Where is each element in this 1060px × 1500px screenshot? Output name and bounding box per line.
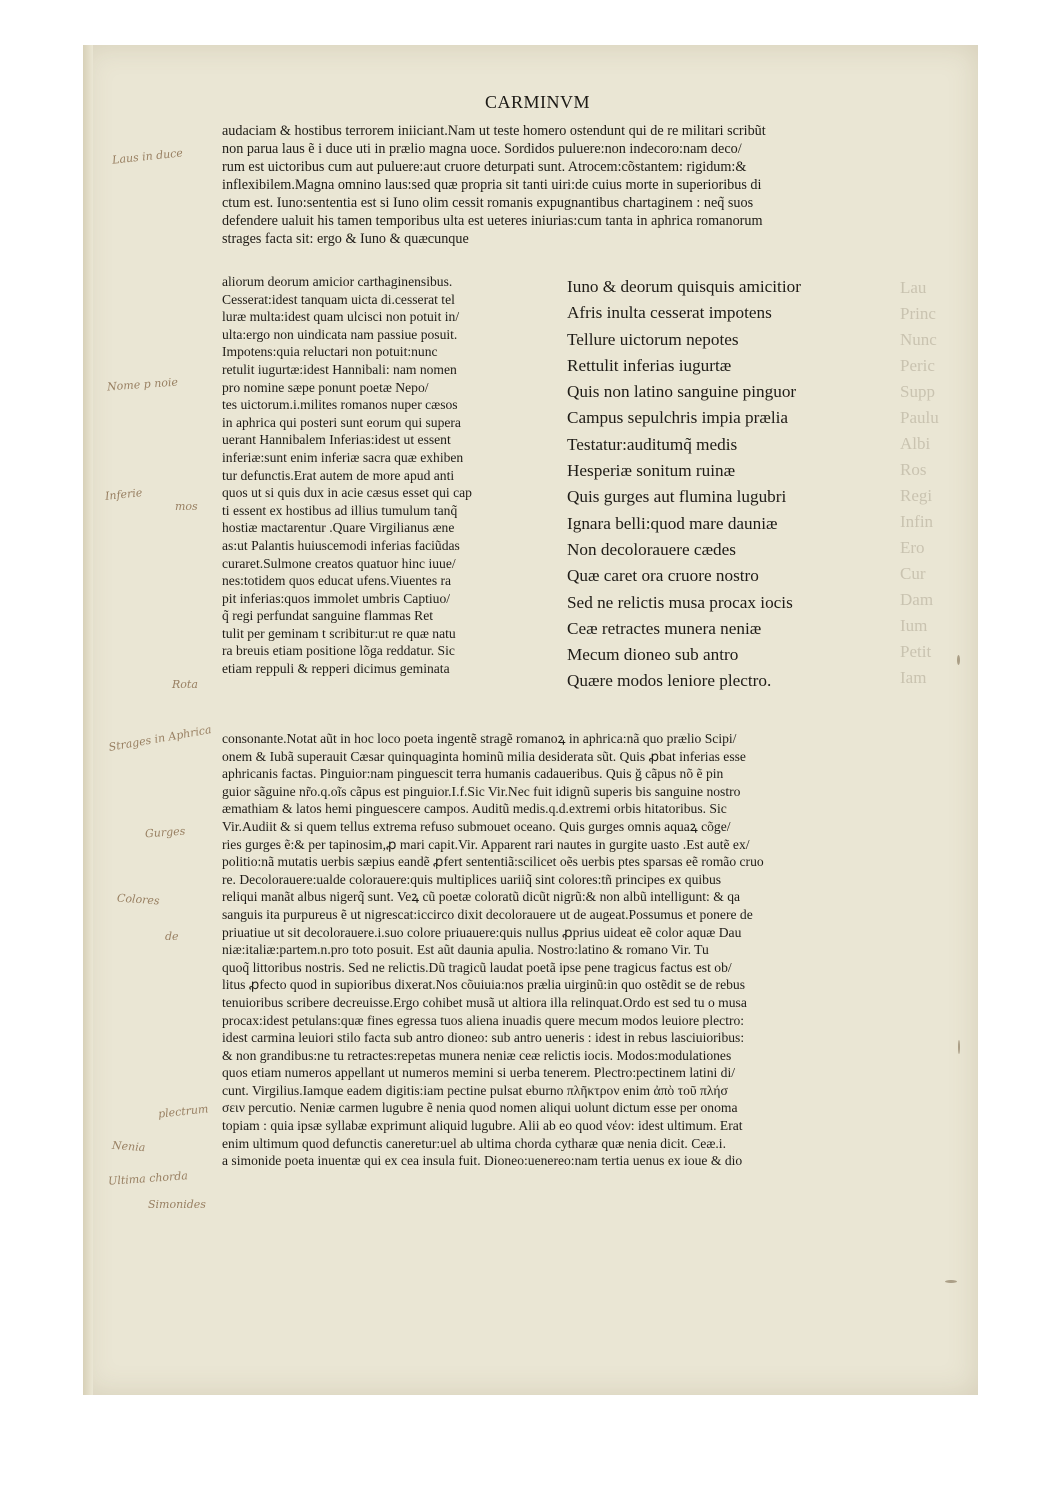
commentary-line: pro nomine sæpe ponunt poetæ Nepo/ <box>222 379 429 395</box>
commentary-line: litus ꝓfecto quod in supioribus dixerat.Nos cõuiuia:nos prælia uirginũ:in quo ostẽdit se de rebus <box>222 977 746 993</box>
marginal-note: Colores <box>116 891 160 908</box>
commentary-line: a simonide poeta inuentæ qui ex cea insula fuit. Dioneo:uenereo:nam tertia uenus ex ioue & dio <box>222 1153 743 1169</box>
binding-edge <box>83 45 93 1395</box>
bleed-through-word: Ero <box>900 538 925 557</box>
commentary-line: ulta:ergo non uindicata nam passiue posuit. <box>222 326 458 342</box>
commentary-line: quoq̃ littoribus nostris. Sed ne relictis.Dũ tragicũ laudat poetã ipse pene tragicus factus est ob/ <box>222 959 732 975</box>
poem-verse: Testatur:auditumq̃ medis <box>567 434 738 454</box>
commentary-line: defendere ualuit his tamen temporibus ulta est ueteres iniurias:cum tanta in aphrica romanorum <box>222 213 763 229</box>
commentary-line: ti essent ex hostibus ad illius tumulum tanq̃ <box>222 502 458 518</box>
commentary-line: procax:idest petulans:quæ fines egressa tuos aliena inuadis quere mecum modos leuiore plectro: <box>222 1012 745 1028</box>
bleed-through-word: Cur <box>900 564 926 583</box>
commentary-line: as:ut Palantis huiuscemodi inferias faciũdas <box>222 537 460 553</box>
marginal-note: Rota <box>172 678 198 691</box>
poem-verse: Campus sepulchris impia prælia <box>567 408 789 428</box>
commentary-line: enim ultimum quod defunctis caneretur:uel ab ultima chorda cytharæ quæ nenia dicit. Ceæ.i. <box>222 1135 726 1151</box>
commentary-line: Cesserat:idest tanquam uicta di.cesserat tel <box>222 291 455 307</box>
poem-verse: Non decolorauere cædes <box>567 539 736 559</box>
commentary-line: cunt. Virgilius.Iamque eadem digitis:iam pectine pulsat eburno πλῆκτρον enim ἀπὸ τοῦ πλήσ <box>222 1082 728 1098</box>
poem-verse: Mecum dioneo sub antro <box>567 645 739 665</box>
bleed-through-word: Regi <box>900 486 933 505</box>
commentary-bottom <box>222 730 947 1170</box>
poem-verse: Iuno & deorum quisquis amicitior <box>567 277 801 296</box>
marginal-note: Laus in duce <box>111 146 184 167</box>
poem-verse: Ignara belli:quod mare dauniæ <box>567 513 778 533</box>
bleed-through-text <box>900 275 978 745</box>
marginal-note: plectrum <box>157 1102 209 1121</box>
bleed-through-word: Petit <box>900 642 932 661</box>
poem-verse: Tellure uictorum nepotes <box>567 329 739 349</box>
commentary-line: q̃ regi perfundat sanguine flammas Ret <box>222 608 434 624</box>
commentary-line: politio:nã mutatis uerbis sæpius eandẽ ꝓfert sententiã:scilicet oẽs uerbis ptes sparsas eẽ romão cruo <box>222 854 764 870</box>
commentary-line: re. Decolorauere:ualde colorauere:quis multiplices uariiq̃ sint colores:tñ principes ex quibus <box>222 871 722 887</box>
poem-verse: Quæ caret ora cruore nostro <box>567 566 759 586</box>
running-head-title: CARMINVM <box>485 92 591 112</box>
poem-verse: Ceæ retractes munera neniæ <box>567 618 762 638</box>
commentary-line: aliorum deorum amicior carthaginensibus. <box>222 274 453 289</box>
commentary-line: etiam reppuli & repperi dicimus geminata <box>222 661 450 677</box>
commentary-line: niæ:italiæ:partem.n.pro toto posuit. Est aũt daunia apulia. Nostro:latino & romano Vir. Tu <box>222 942 709 958</box>
commentary-top <box>222 122 942 248</box>
commentary-line: luræ multa:idest quam ulcisci non potuit in/ <box>222 309 460 325</box>
commentary-line: Impotens:quia reluctari non potuit:nunc <box>222 344 438 360</box>
commentary-line: curaret.Sulmone creatos quatuor hinc iuue/ <box>222 555 456 571</box>
bleed-through-word: Peric <box>900 356 935 375</box>
commentary-line: priuatiue ut sit decolorauere.i.suo colore priuauere:quis nullus ꝓprius uideat eẽ color aquæ Dau <box>222 924 742 940</box>
commentary-line: strages facta sit: ergo & Iuno & quæcunque <box>222 231 469 247</box>
bleed-through-word: Paulu <box>900 408 939 427</box>
commentary-line: ra breuis etiam positione lõga reddatur. Sic <box>222 643 455 659</box>
commentary-line: guior sãguine nr̃o.q.oĩs cãpus est pinguior.I.f.Sic Vir.Nec fuit idignũ superis bis sanguine nostro <box>222 783 741 799</box>
commentary-line: rum est uictoribus cum aut puluere:aut cruore deturpati sunt. Atrocem:cõstantem: rigidum:& <box>222 159 747 175</box>
commentary-line: inflexibilem.Magna omnino laus:sed quæ propria sit tanti uiri:de cuius morte in superioribus di <box>222 177 762 193</box>
commentary-line: uerant Hannibalem Inferias:idest ut essent <box>222 432 451 448</box>
commentary-line: & non grandibus:ne tu retractes:repetas munera neniæ ceæ relictis iocis. Modos:modulationes <box>222 1047 732 1063</box>
bleed-through-word: Nunc <box>900 330 937 349</box>
commentary-line: reliqui manãt albus nigerq̃ sunt. Veꝝ cũ poetæ coloratũ dicũt nigrũ:& non albũ intelligunt: & qa <box>222 889 741 905</box>
commentary-line: in aphrica qui posteri sunt eorum qui supera <box>222 414 461 430</box>
commentary-line: hostiæ mactarentur .Quare Virgilianus æne <box>222 520 455 536</box>
marginal-note: Simonides <box>148 1198 206 1211</box>
marginal-note: Nenia <box>111 1138 146 1155</box>
commentary-line: quos ut si quis dux in acie cæsus esset qui cap <box>222 485 472 501</box>
poem-verse: Quære modos leniore plectro. <box>567 671 772 691</box>
poem-verses <box>567 274 897 695</box>
commentary-left-column <box>222 273 552 678</box>
marginal-note: de <box>165 930 179 943</box>
marginal-note: Gurges <box>144 824 186 841</box>
ink-spot <box>958 1040 960 1054</box>
bleed-through-word: Ium <box>900 616 928 635</box>
marginal-note: Strages in Aphrica <box>107 723 213 754</box>
commentary-line: inferiæ:sunt enim inferiæ sacra quæ exhiben <box>222 449 464 465</box>
bleed-through-word: Ros <box>900 460 927 479</box>
bleed-through-word: Infin <box>900 512 934 531</box>
bleed-through-word: Princ <box>900 304 936 323</box>
commentary-line: Vir.Audiit & si quem tellus extrema refuso submouet oceano. Quis gurges omnis aquaꝝ cõge/ <box>222 818 731 834</box>
bleed-through-word: Dam <box>900 590 934 609</box>
commentary-line: tes uictorum.i.milites romanos nuper cæsos <box>222 397 458 413</box>
bleed-through-word: Iam <box>900 668 927 687</box>
commentary-line: quos etiam numeros appellant ut numeros memini si uerba tenerem. Plectro:pectinem latini di/ <box>222 1065 736 1081</box>
commentary-line: retulit iugurtæ:idest Hannibali: nam nomen <box>222 361 457 377</box>
ink-spot <box>957 655 960 665</box>
poem-verse: Sed ne relictis musa procax iocis <box>567 592 793 612</box>
ink-spot <box>945 1280 957 1283</box>
commentary-line: nes:totidem quos educat ufens.Viuentes ra <box>222 573 452 589</box>
commentary-line: æmathiam & latos hemi pinguescere campos. Auditũ medis.q.d.extremi orbis hitatoribus. Sic <box>222 801 727 817</box>
bleed-through-word: Lau <box>900 278 927 297</box>
commentary-line: tur defunctis.Erat autem de more apud anti <box>222 467 455 483</box>
marginal-note: Ultima chorda <box>107 1169 189 1188</box>
commentary-line: aphricanis factas. Pinguior:nam pinguescit terra humanis cadaueribus. Quis ğ cãpus nõ ẽ pin <box>222 766 724 782</box>
commentary-line: pit inferias:quos immolet umbris Captiuo/ <box>222 590 451 606</box>
poem-verse: Rettulit inferias iugurtæ <box>567 355 732 375</box>
poem-verse: Afris inulta cesserat impotens <box>567 303 772 323</box>
commentary-line: topiam : quia ipsæ syllabæ exprimunt aliquid lugubre. Alii ab eo quod νέον: idest ultimum. Erat <box>222 1118 743 1134</box>
commentary-line: tenuioribus scribere decreuisse.Ergo cohibet musã ut altiora illa relinquat.Ordo est sed tu o musa <box>222 994 747 1010</box>
commentary-line: ctum est. Iuno:sententia est si Iuno olim cessit romanis expugnantibus chartaginem : neq̃ suos <box>222 195 754 211</box>
commentary-line: consonante.Notat aũt in hoc loco poeta ingentẽ stragẽ romanoꝝ in aphrica:nã quo prælio Scipi/ <box>222 731 737 746</box>
poem-verse: Quis non latino sanguine pinguor <box>567 382 797 402</box>
marginal-note: Nome p noie <box>106 375 179 394</box>
marginal-note: mos <box>175 500 198 513</box>
poem-verse: Hesperiæ sonitum ruinæ <box>567 461 736 481</box>
commentary-line: non parua laus ẽ i duce uti in prælio magna uoce. Sordidos puluere:non indecoro:nam deco/ <box>222 141 742 157</box>
poem-verse: Quis gurges aut flumina lugubri <box>567 487 787 507</box>
commentary-line: tulit per geminam t scribitur:ut re quæ natu <box>222 625 456 641</box>
commentary-line: idest carmina leuiori stilo facta sub antro dioneo: sub antro ueneris : idest in rebus lasciuioribus: <box>222 1030 745 1046</box>
commentary-line: ries gurges ẽ:& per tapinosim,ꝓ mari capit.Vir. Apparent rari nautes in gurgite uasto .Est autẽ ex/ <box>222 836 750 852</box>
commentary-line: audaciam & hostibus terrorem iniiciant.Nam ut teste homero ostendunt qui de re militari scribũt <box>222 123 766 139</box>
commentary-line: σειν percutio. Neniæ carmen lugubre ẽ nenia quod nomen aliqui uolunt dictum esse per onoma <box>222 1100 738 1116</box>
commentary-line: sanguis ita purpureus ẽ ut nigrescat:iccirco dixit decolorauere ut de augeat.Possumus et ponere de <box>222 906 753 922</box>
marginal-note: Inferie <box>104 486 143 503</box>
bleed-through-word: Albi <box>900 434 931 453</box>
commentary-line: onem & Iubã superauit Cæsar quinquaginta hominũ milia desiderata sũt. Quis ꝓbat inferias esse <box>222 748 746 764</box>
bleed-through-word: Supp <box>900 382 935 401</box>
